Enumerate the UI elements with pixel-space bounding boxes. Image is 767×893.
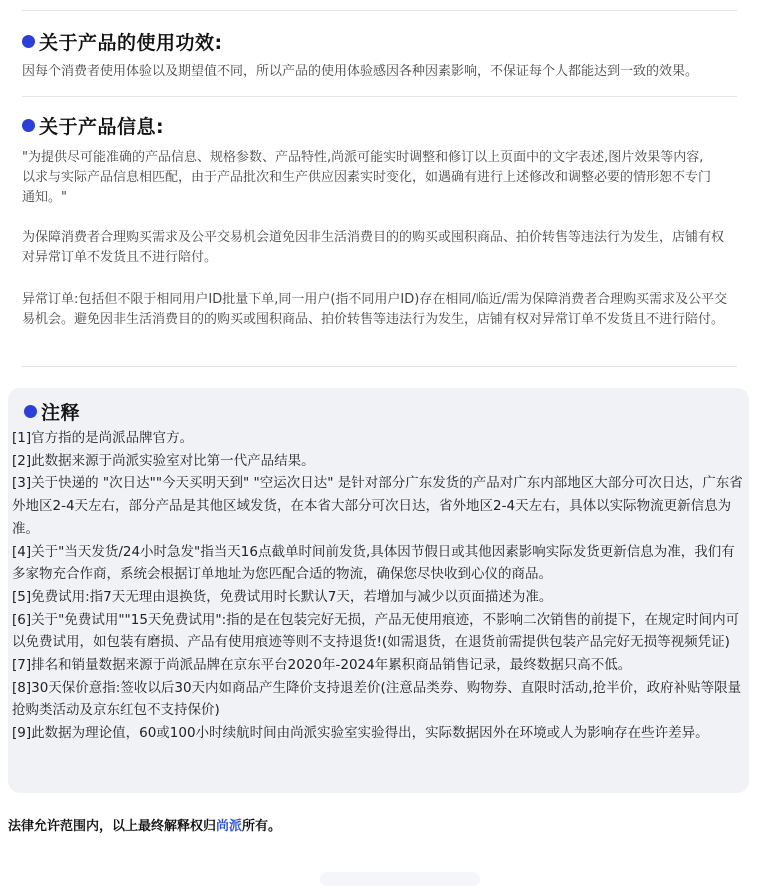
note-item: [2]此数据来源于尚派实验室对比第一代产品结果。: [12, 452, 315, 469]
note-item: [7]排名和销量数据来源于尚派品牌在京东平台2020年-2024年累积商品销售记录，最终数据只高不低。: [12, 657, 632, 674]
notes-list: [12, 427, 744, 745]
faint-watermark: [320, 872, 480, 886]
usage-text: 因每个消费者使用体验以及期望值不同，所以产品的使用体验感因各种因素影响，不保证每个人都能达到一致的效果。: [22, 64, 699, 79]
section-divider: [22, 96, 737, 97]
info-abnormal: 异常订单:包括但不限于相同用户ID批量下单,同一用户(指不同用户ID)存在相同/临近/需为保障消费者合理购买需求及公平交易机会。避免因非生活消费目的的购买或囤积商品、拍价转售等违法行为发生，店铺有权对异常订单不发货且不进行陪付。: [22, 292, 728, 327]
note-item: [4]关于"当天发货/24小时急发"指当天16点截单时间前发货,具体因节假日或其他因素影响实际发货更新信息为准，我们有多家物充合作商，系统会根据订单地址为您匹配合适的物流，确保您尽快收到心仪的商品。: [12, 543, 735, 583]
note-item: [1]官方指的是尚派品牌官方。: [12, 430, 194, 446]
section-divider: [22, 366, 737, 367]
legal-footer: [8, 815, 281, 834]
usage-heading: [22, 28, 223, 55]
info-heading: [22, 112, 164, 139]
bullet-dot-icon: [22, 35, 35, 48]
notes-heading: [24, 398, 80, 425]
footer-prefix: 法律允许范围内，以上最终解释权归: [8, 819, 217, 834]
top-divider: [22, 10, 737, 11]
note-item: [6]关于"免费试用""15天免费试用":指的是在包装完好无损，产品无使用痕迹，不影响二次销售的前提下，在规定时间内可以免费试用，如包装有磨损、产品有使用痕迹等则不支持退货!(如需退货，在退货前需提供包装产品完好无损等视频凭证): [12, 611, 740, 651]
info-title: 关于产品信息:: [39, 116, 165, 138]
footer-suffix: 所有。: [242, 819, 282, 834]
note-item: [5]免费试用:指7天无理由退换货，免费试用时长默认7天，若增加与减少以页面描述为准。: [12, 588, 553, 605]
footer-brand: 尚派: [216, 819, 243, 834]
bullet-dot-icon: [24, 405, 37, 418]
info-protection: 为保障消费者合理购买需求及公平交易机会道免因非生活消费目的的购买或囤积商品、拍价转售等违法行为发生，店铺有权对异常订单不发货且不进行陪付。: [22, 230, 725, 265]
bullet-dot-icon: [22, 119, 35, 132]
notes-title: 注释: [41, 402, 81, 424]
note-item: [8]30天保价意指:签收以后30天内如商品产生降价支持退差价(注意品类券、购物券、直限时活动,抢半价，政府补贴等限量抢购类活动及京东红包不支持保价): [12, 679, 742, 719]
usage-title: 关于产品的使用功效:: [39, 32, 223, 54]
note-item: [9]此数据为理论值，60或100小时续航时间由尚派实验室实验得出，实际数据因外在环境或人为影响存在些许差异。: [12, 725, 709, 742]
note-item: [3]关于快递的 "次日达""今天买明天到" "空运次日达" 是针对部分广东发货的产品对广东内部地区大部分可次日达，广东省外地区2-4天左右，部分产品是其他区域发货，在本省大部分可次日达，省外地区2-4天左右，具体以实际物流更新信息为准。: [12, 475, 743, 537]
info-quote: "为提供尽可能准确的产品信息、规格参数、产品特性,尚派可能实时调整和修订以上页面中的文字表述,图片效果等内容,以求与实际产品信息相匹配，由于产品批次和生产供应因素实时变化，如遇确有进行上述修改和调整必要的情形恕不专门通知。": [22, 150, 712, 205]
